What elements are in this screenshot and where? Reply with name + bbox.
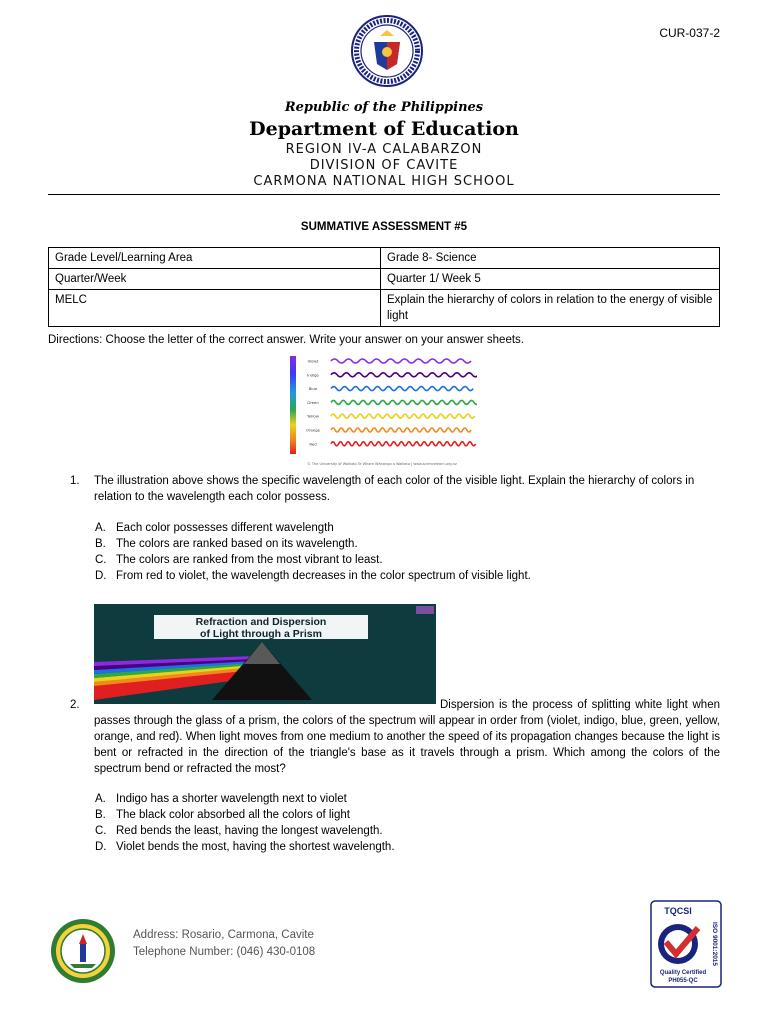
spectrum-label: Blue <box>308 386 318 392</box>
option-letter: D. <box>95 841 107 853</box>
option-text: The black color absorbed all the colors of light <box>116 809 350 821</box>
cert-label: Quality Certified <box>659 970 707 976</box>
prism-title-line1: Refraction and Dispersion <box>195 616 327 628</box>
school-seal-logo <box>50 918 116 984</box>
option-letter: B. <box>95 538 106 550</box>
table-cell-value: Quarter 1/ Week 5 <box>381 269 720 290</box>
option-text: Each color possesses different wavelength <box>116 522 334 534</box>
prism-dispersion-figure <box>94 604 436 704</box>
question-1-option-a <box>95 522 334 534</box>
option-text: Violet bends the most, having the shortest wavelength. <box>116 841 395 853</box>
spectrum-label: Orange <box>305 427 321 433</box>
spectrum-label: Violet <box>307 358 319 364</box>
option-letter: C. <box>95 825 107 837</box>
option-letter: A. <box>95 522 106 534</box>
region-line: REGION IV-A CALABARZON <box>285 142 483 157</box>
footer-address: Address: Rosario, Carmona, Cavite <box>133 929 314 941</box>
spectrum-label: Indigo <box>307 372 319 378</box>
question-2-option-a <box>95 793 347 805</box>
header-divider <box>48 194 720 195</box>
footer-telephone: Telephone Number: (046) 430-0108 <box>133 946 316 958</box>
question-1-text: The illustration above shows the specific wavelength of each color of the visible light. Explain the hierarchy of colors in relation to the wavelength each color possess. <box>94 475 695 503</box>
document-code: CUR-037-2 <box>659 26 720 40</box>
option-letter: B. <box>95 809 106 821</box>
cert-brand: TQCSI <box>664 906 692 916</box>
option-text: The colors are ranked from the most vibrant to least. <box>116 554 383 566</box>
option-letter: D. <box>95 570 107 582</box>
cert-iso: ISO 9001:2015 <box>711 921 718 967</box>
directions-text: Directions: Choose the letter of the correct answer. Write your answer on your answer sheets. <box>48 334 524 346</box>
spectrum-credit: © The University of Waikato Te Whare Wānanga o Waikato | www.sciencelearn.org.nz <box>307 462 457 466</box>
table-cell-label: Grade Level/Learning Area <box>49 248 381 269</box>
question-1-option-d <box>95 570 531 582</box>
deped-seal-logo <box>350 14 424 88</box>
wavelength-spectrum-figure <box>287 353 477 469</box>
assessment-title: SUMMATIVE ASSESSMENT #5 <box>300 221 468 233</box>
table-row <box>49 290 720 327</box>
spectrum-label: Yellow <box>307 413 319 419</box>
question-1-option-c <box>95 554 383 566</box>
option-text: Red bends the least, having the longest wavelength. <box>116 825 383 837</box>
cert-code: PH055-QC <box>668 978 698 984</box>
question-1-number: 1. <box>70 475 80 487</box>
info-table <box>48 247 720 327</box>
republic-heading: Republic of the Philippines <box>284 100 484 115</box>
question-2-option-d <box>95 841 395 853</box>
spectrum-label: Red <box>309 441 317 447</box>
option-text: From red to violet, the wavelength decreases in the color spectrum of visible light. <box>116 570 531 582</box>
option-text: The colors are ranked based on its wavelength. <box>116 538 358 550</box>
department-heading: Department of Education <box>249 118 519 140</box>
question-2-text <box>94 697 720 777</box>
option-letter: A. <box>95 793 106 805</box>
table-cell-label: Quarter/Week <box>49 269 381 290</box>
question-2-option-c <box>95 825 383 837</box>
prism-title-line2: of Light through a Prism <box>200 628 322 640</box>
question-2-number: 2. <box>70 699 80 711</box>
division-line: DIVISION OF CAVITE <box>309 158 459 173</box>
question-2-option-b <box>95 809 350 821</box>
option-letter: C. <box>95 554 107 566</box>
option-text: Indigo has a shorter wavelength next to violet <box>116 793 347 805</box>
table-cell-value: Explain the hierarchy of colors in relation to the energy of visible light <box>381 290 720 327</box>
iso-certification-badge <box>650 900 722 988</box>
table-row <box>49 248 720 269</box>
question-1-option-b <box>95 538 358 550</box>
spectrum-label: Green <box>307 399 319 405</box>
table-cell-value: Grade 8- Science <box>381 248 720 269</box>
table-row <box>49 269 720 290</box>
school-line: CARMONA NATIONAL HIGH SCHOOL <box>253 174 515 189</box>
question-2-text-content: Dispersion is the process of splitting white light when passes through the glass of a prism, the colors of the spectrum will appear in order from (violet, indigo, blue, green, yellow, orange, and red). When light moves from one medium to another the speed of its propagation changes because the light is bent or refracted in the direction of the triangle's base as it travels through a prism. Which among the colors of the spectrum bend or refracted the most? <box>94 699 720 775</box>
table-cell-label: MELC <box>49 290 381 327</box>
